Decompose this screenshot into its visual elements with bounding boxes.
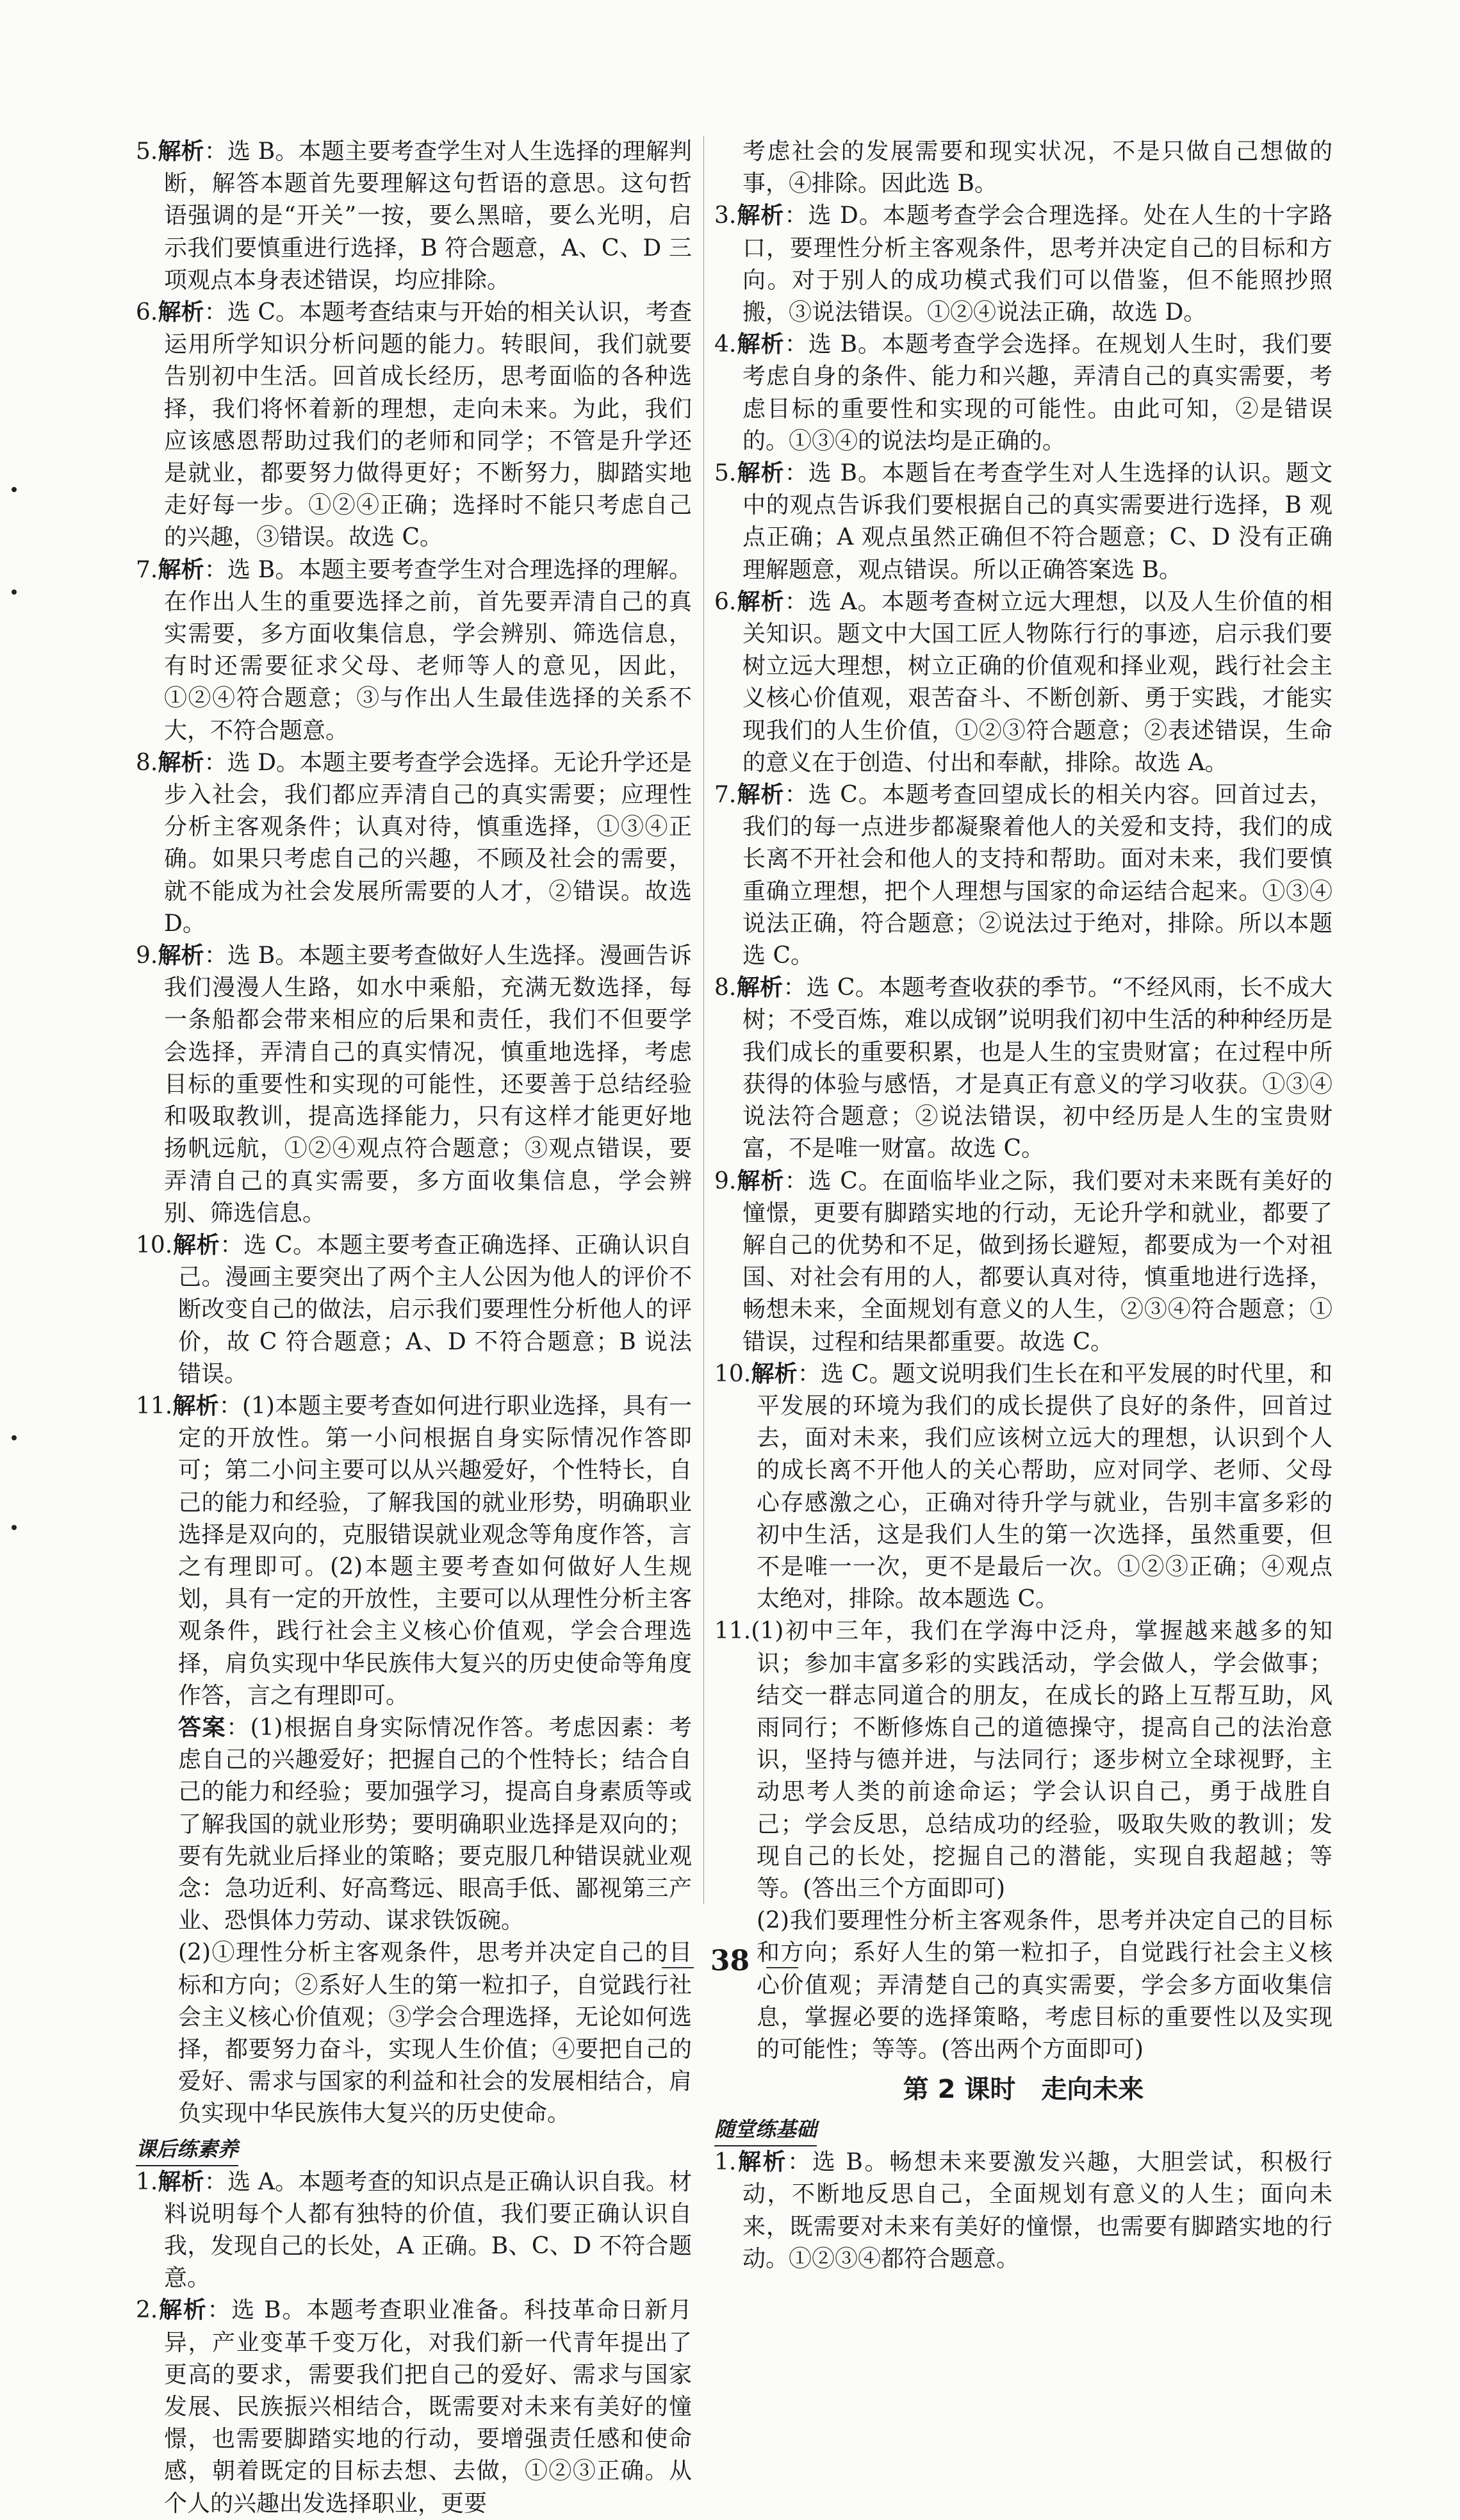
margin-mark <box>12 589 17 595</box>
margin-mark <box>12 487 17 492</box>
answer-11-part1: 答案：(1)根据自身实际情况作答。考虑因素：考虑自己的兴趣爱好；把握自己的个性特长；结合自己的能力和经验；要加强学习，提高自身素质等或了解我国的就业形势；要明确职业选择是双向的；要有先就业后择业的策略；要克服几种错误就业观念：急功近利、好高骛远、眼高手低、鄙视第三产业、恐惧体力劳动、谋求铁饭碗。 <box>178 1714 692 1934</box>
after-class-item-4: 4.解析：选 B。本题考查学会选择。在规划人生时，我们要考虑自身的条件、能力和兴趣，弄清自己的真实需要，考虑目标的重要性和实现的可能性。由此可知，②是错误的。①③④的说法均是正确的。 <box>714 331 1333 454</box>
left-column <box>136 136 692 2520</box>
section-in-class: 随堂练基础 <box>714 2113 817 2146</box>
margin-mark <box>12 1435 17 1440</box>
section-after-class: 课后练素养 <box>136 2133 238 2166</box>
answer-item-8: 8.解析：选 D。本题主要考查学会选择。无论升学还是步入社会，我们都应弄清自己的真实需要；应理性分析主客观条件；认真对待，慎重选择，①③④正确。如果只考虑自己的兴趣，不顾及社会的需要，就不能成为社会发展所需要的人才，②错误。故选 D。 <box>136 749 692 937</box>
page-footer <box>0 1945 1460 1977</box>
footer-dash-right <box>766 1967 798 1968</box>
after-class-item-11: 11.(1)初中三年，我们在学海中泛舟，掌握越来越多的知识；参加丰富多彩的实践活动，学会做人，学会做事；结交一群志同道合的朋友，在成长的路上互帮互助，风雨同行；不断修炼自己的道德操守，提高自己的法治意识，坚持与德并进，与法同行；逐步树立全球视野，主动思考人类的前途命运；学会认识自己，勇于战胜自己；学会反思，总结成功的经验，吸取失败的教训；发现自己的长处，挖掘自己的潜能，实现自我超越；等等。(答出三个方面即可) <box>714 1618 1333 1902</box>
after-class-item-3: 3.解析：选 D。本题考查学会合理选择。处在人生的十字路口，要理性分析主客观条件，思考并决定自己的目标和方向。对于别人的成功模式我们可以借鉴，但不能照抄照搬，③说法错误。①②④说法正确，故选 D。 <box>714 202 1333 326</box>
after-class-item-1: 1.解析：选 A。本题考查的知识点是正确认识自我。材料说明每个人都有独特的价值，我们要正确认识自我，发现自己的长处，A 正确。B、C、D 不符合题意。 <box>136 2168 692 2292</box>
after-class-item-6: 6.解析：选 A。本题考查树立远大理想，以及人生价值的相关知识。题文中大国工匠人物陈行行的事迹，启示我们要树立远大理想，树立正确的价值观和择业观，践行社会主义核心价值观，艰苦奋斗、不断创新、勇于实践，才能实现我们的人生价值，①②③符合题意；②表述错误，生命的意义在于创造、付出和奉献，排除。故选 A。 <box>714 588 1333 776</box>
footer-dash-left <box>662 1967 694 1968</box>
after-class-item-2: 2.解析：选 B。本题考查职业准备。科技革命日新月异，产业变革千变万化，对我们新一代青年提出了更高的要求，需要我们把自己的爱好、需求与国家发展、民族振兴相结合，既需要对未来有美好的憧憬，也需要脚踏实地的行动，要增强责任感和使命感，朝着既定的目标去想、去做，①②③正确。从个人的兴趣出发选择职业，更要 <box>136 2297 692 2517</box>
after-class-item-9: 9.解析：选 C。在面临毕业之际，我们要对未来既有美好的憧憬，更要有脚踏实地的行动，无论升学和就业，都要了解自己的优势和不足，做到扬长避短，都要成为一个对祖国、对社会有用的人，都要认真对待，慎重地进行选择，畅想未来，全面规划有意义的人生，②③④符合题意；①错误，过程和结果都重要。故选 C。 <box>714 1167 1333 1355</box>
after-class-item-10: 10.解析：选 C。题文说明我们生长在和平发展的时代里，和平发展的环境为我们的成长提供了良好的条件，回首过去，面对未来，我们应该树立远大的理想，认识到个人的成长离不开他人的关心帮助，应对同学、老师、父母心存感激之心，正确对待升学与就业，告别丰富多彩的初中生活，这是我们人生的第一次选择，虽然重要，但不是唯一一次，更不是最后一次。①②③正确；④观点太绝对，排除。故本题选 C。 <box>714 1360 1333 1613</box>
page-number: 38 <box>710 1945 750 1977</box>
answer-item-5: 5.解析：选 B。本题主要考查学生对人生选择的理解判断，解答本题首先要理解这句哲语的意思。这句哲语强调的是“开关”一按，要么黑暗，要么光明，启示我们要慎重进行选择，B 符合题意，A、C、D 三项观点本身表述错误，均应排除。 <box>136 138 692 293</box>
answer-item-6: 6.解析：选 C。本题考查结束与开始的相关认识，考查运用所学知识分析问题的能力。转眼间，我们就要告别初中生活。回首成长经历，思考面临的各种选择，我们将怀着新的理想，走向未来。为此，我们应该感恩帮助过我们的老师和同学；不管是升学还是就业，都要努力做得更好；不断努力，脚踏实地走好每一步。①②④正确；选择时不能只考虑自己的兴趣，③错误。故选 C。 <box>136 299 692 551</box>
answer-item-10: 10.解析：选 C。本题主要考查正确选择、正确认识自己。漫画主要突出了两个主人公因为他人的评价不断改变自己的做法，启示我们要理性分析他人的评价，故 C 符合题意；A、D 不符合题意；B 说法错误。 <box>136 1231 692 1387</box>
answer-11-part2: (2)①理性分析主客观条件，思考并决定自己的目标和方向；②系好人生的第一粒扣子，自觉践行社会主义核心价值观；③学会合理选择，无论如何选择，都要努力奋斗，实现人生价值；④要把自己的爱好、需求与国家的利益和社会的发展相结合，肩负实现中华民族伟大复兴的历史使命。 <box>178 1939 692 2127</box>
lesson-title: 第 2 课时 走向未来 <box>903 2075 1144 2105</box>
after-class-item-11-part2: (2)我们要理性分析主客观条件，思考并决定自己的目标和方向；系好人生的第一粒扣子，自觉践行社会主义核心价值观；弄清楚自己的真实需要，学会多方面收集信息，掌握必要的选择策略，考虑目标的重要性以及实现的可能性；等等。(答出两个方面即可) <box>757 1907 1333 2063</box>
continuation-text: 考虑社会的发展需要和现实状况，不是只做自己想做的事，④排除。因此选 B。 <box>742 138 1333 197</box>
answer-item-7: 7.解析：选 B。本题主要考查学生对合理选择的理解。在作出人生的重要选择之前，首先要弄清自己的真实需要，多方面收集信息，学会辨别、筛选信息，有时还需要征求父母、老师等人的意见，因此，①②④符合题意；③与作出人生最佳选择的关系不大，不符合题意。 <box>136 556 692 744</box>
column-divider <box>703 136 704 1904</box>
margin-mark <box>12 1525 17 1530</box>
answer-item-9: 9.解析：选 B。本题主要考查做好人生选择。漫画告诉我们漫漫人生路，如水中乘船，充满无数选择，每一条船都会带来相应的后果和责任，我们不但要学会选择，弄清自己的真实情况，慎重地选择，考虑目标的重要性和实现的可能性，还要善于总结经验和吸取教训，提高选择能力，只有这样才能更好地扬帆远航，①②④观点符合题意；③观点错误，要弄清自己的真实需要，多方面收集信息，学会辨别、筛选信息。 <box>136 943 692 1226</box>
after-class-item-5: 5.解析：选 B。本题旨在考查学生对人生选择的认识。题文中的观点告诉我们要根据自己的真实需要进行选择，B 观点正确；A 观点虽然正确但不符合题意；C、D 没有正确理解题意，观点错误。所以正确答案选 B。 <box>714 460 1333 583</box>
answer-item-11: 11.解析：(1)本题主要考查如何进行职业选择，具有一定的开放性。第一小问根据自身实际情况作答即可；第二小问主要可以从兴趣爱好，个性特长，自己的能力和经验，了解我国的就业形势，明确职业选择是双向的，克服错误就业观念等角度作答，言之有理即可。(2)本题主要考查如何做好人生规划，具有一定的开放性，主要可以从理性分析主客观条件，践行社会主义核心价值观，学会合理选择，肩负实现中华民族伟大复兴的历史使命等角度作答，言之有理即可。 <box>136 1392 692 1709</box>
after-class-item-7: 7.解析：选 C。本题考查回望成长的相关内容。回首过去，我们的每一点进步都凝聚着他人的关爱和支持，我们的成长离不开社会和他人的支持和帮助。面对未来，我们要慎重确立理想，把个人理想与国家的命运结合起来。①③④说法正确，符合题意；②说法过于绝对，排除。所以本题选 C。 <box>714 782 1333 969</box>
after-class-item-8: 8.解析：选 C。本题考查收获的季节。“不经风雨，长不成大树；不受百炼，难以成钢”说明我们初中生活的种种经历是我们成长的重要积累，也是人生的宝贵财富；在过程中所获得的体验与感悟，才是真正有意义的学习收获。①③④说法符合题意；②说法错误，初中经历是人生的宝贵财富，不是唯一财富。故选 C。 <box>714 975 1333 1162</box>
in-class-item-1: 1.解析：选 B。畅想未来要激发兴趣，大胆尝试，积极行动，不断地反思自己，全面规划有意义的人生；面向未来，既需要对未来有美好的憧憬，也需要有脚踏实地的行动。①②③④都符合题意。 <box>714 2149 1333 2272</box>
